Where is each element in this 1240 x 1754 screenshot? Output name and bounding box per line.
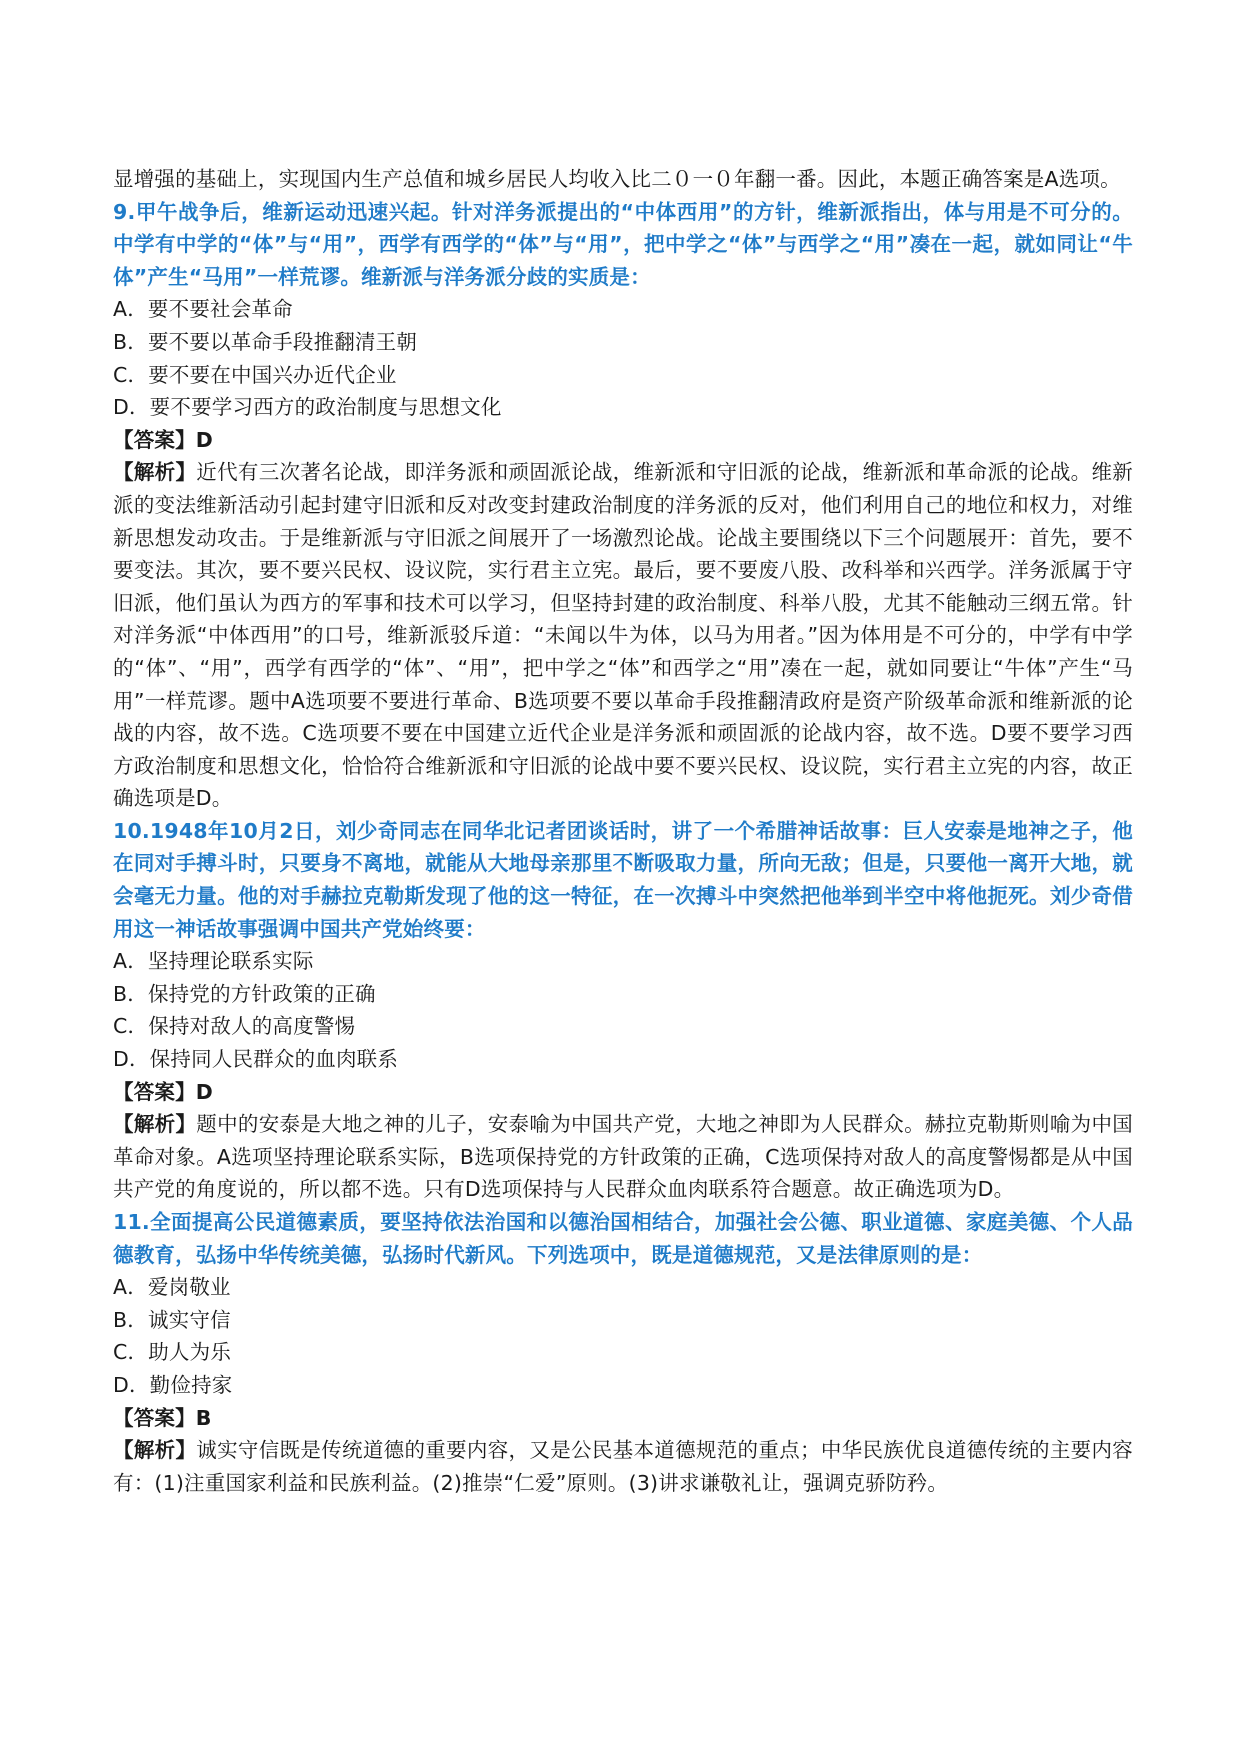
option-c: C．要不要在中国兴办近代企业 [113,362,397,387]
option-a: A．爱岗敬业 [113,1275,231,1300]
option-a: A．要不要社会革命 [113,297,293,322]
analysis-paragraph [113,1108,1133,1206]
answer-line: 【答案】D [113,427,214,452]
option-d: D．要不要学习西方的政治制度与思想文化 [113,395,502,420]
analysis-label: 【解析】 [113,1112,197,1137]
analysis-label: 【解析】 [113,460,197,485]
option-a: A．坚持理论联系实际 [113,949,314,974]
analysis-paragraph [113,456,1133,815]
question-stem: 9.甲午战争后，维新运动迅速兴起。针对洋务派提出的“中体西用”的方针，维新派指出，体与用是不可分的。中学有中学的“体”与“用”，西学有西学的“体”与“用”，把中学之“体”与西学之“用”凑在一起，就如同让“牛体”产生“马用”一样荒谬。维新派与洋务派分歧的实质是： [113,199,1133,289]
option-b: B．诚实守信 [113,1307,231,1332]
question-stem: 10.1948年10月2日，刘少奇同志在同华北记者团谈话时，讲了一个希腊神话故事：巨人安泰是地神之子，他在同对手搏斗时，只要身不离地，就能从大地母亲那里不断吸取力量，所向无敌；但是，只要他一离开大地，就会毫无力量。他的对手赫拉克勒斯发现了他的这一特征，在一次搏斗中突然把他举到半空中将他扼死。刘少奇借用这一神话故事强调中国共产党始终要： [113,818,1133,941]
intro-text: 显增强的基础上，实现国内生产总值和城乡居民人均收入比二０一０年翻一番。因此，本题正确答案是A选项。 [113,167,1121,191]
option-c: C．保持对敌人的高度警惕 [113,1014,356,1039]
option-d: D．保持同人民群众的血肉联系 [113,1047,399,1072]
option-d: D．勤俭持家 [113,1372,233,1397]
option-b: B．要不要以革命手段推翻清王朝 [113,329,418,354]
document-page [113,163,1133,1499]
analysis-paragraph [113,1434,1133,1499]
analysis-text: 题中的安泰是大地之神的儿子，安泰喻为中国共产党，大地之神即为人民群众。赫拉克勒斯则喻为中国革命对象。A选项坚持理论联系实际，B选项保持党的方针政策的正确，C选项保持对敌人的高度警惕都是从中国共产党的角度说的，所以都不选。只有D选项保持与人民群众血肉联系符合题意。故正确选项为D。 [113,1112,1133,1202]
question-10 [113,815,1133,1206]
answer-line: 【答案】B [113,1405,212,1430]
question-11 [113,1206,1133,1499]
question-9 [113,196,1133,815]
analysis-text: 诚实守信既是传统道德的重要内容，又是公民基本道德规范的重点；中华民族优良道德传统的主要内容有：(1)注重国家利益和民族利益。(2)推崇“仁爱”原则。(3)讲求谦敬礼让，强调克骄防矜。 [113,1438,1133,1495]
analysis-label: 【解析】 [113,1438,197,1463]
answer-line: 【答案】D [113,1079,214,1104]
question-stem: 11.全面提高公民道德素质，要坚持依法治国和以德治国相结合，加强社会公德、职业道德、家庭美德、个人品德教育，弘扬中华传统美德，弘扬时代新风。下列选项中，既是道德规范，又是法律原则的是： [113,1210,1133,1267]
option-c: C．助人为乐 [113,1340,232,1365]
option-b: B．保持党的方针政策的正确 [113,981,376,1006]
analysis-text: 近代有三次著名论战，即洋务派和顽固派论战，维新派和守旧派的论战，维新派和革命派的论战。维新派的变法维新活动引起封建守旧派和反对改变封建政治制度的洋务派的反对，他们利用自己的地位和权力，对维新思想发动攻击。于是维新派与守旧派之间展开了一场激烈论战。论战主要围绕以下三个问题展开：首先，要不要变法。其次，要不要兴民权、设议院，实行君主立宪。最后，要不要废八股、改科举和兴西学。洋务派属于守旧派，他们虽认为西方的军事和技术可以学习，但坚持封建的政治制度、科举八股，尤其不能触动三纲五常。针对洋务派“中体西用”的口号，维新派驳斥道：“未闻以牛为体，以马为用者。”因为体用是不可分的，中学有中学的“体”、“用”，西学有西学的“体”、“用”，把中学之“体”和西学之“用”凑在一起，就如同要让“牛体”产生“马用”一样荒谬。题中A选项要不要进行革命、B选项要不要以革命手段推翻清政府是资产阶级革命派和维新派的论战的内容，故不选。C选项要不要在中国建立近代企业是洋务派和顽固派的论战内容，故不选。D要不要学习西方政治制度和思想文化，恰恰符合维新派和守旧派的论战中要不要兴民权、设议院，实行君主立宪的内容，故正确选项是D。 [113,460,1133,811]
